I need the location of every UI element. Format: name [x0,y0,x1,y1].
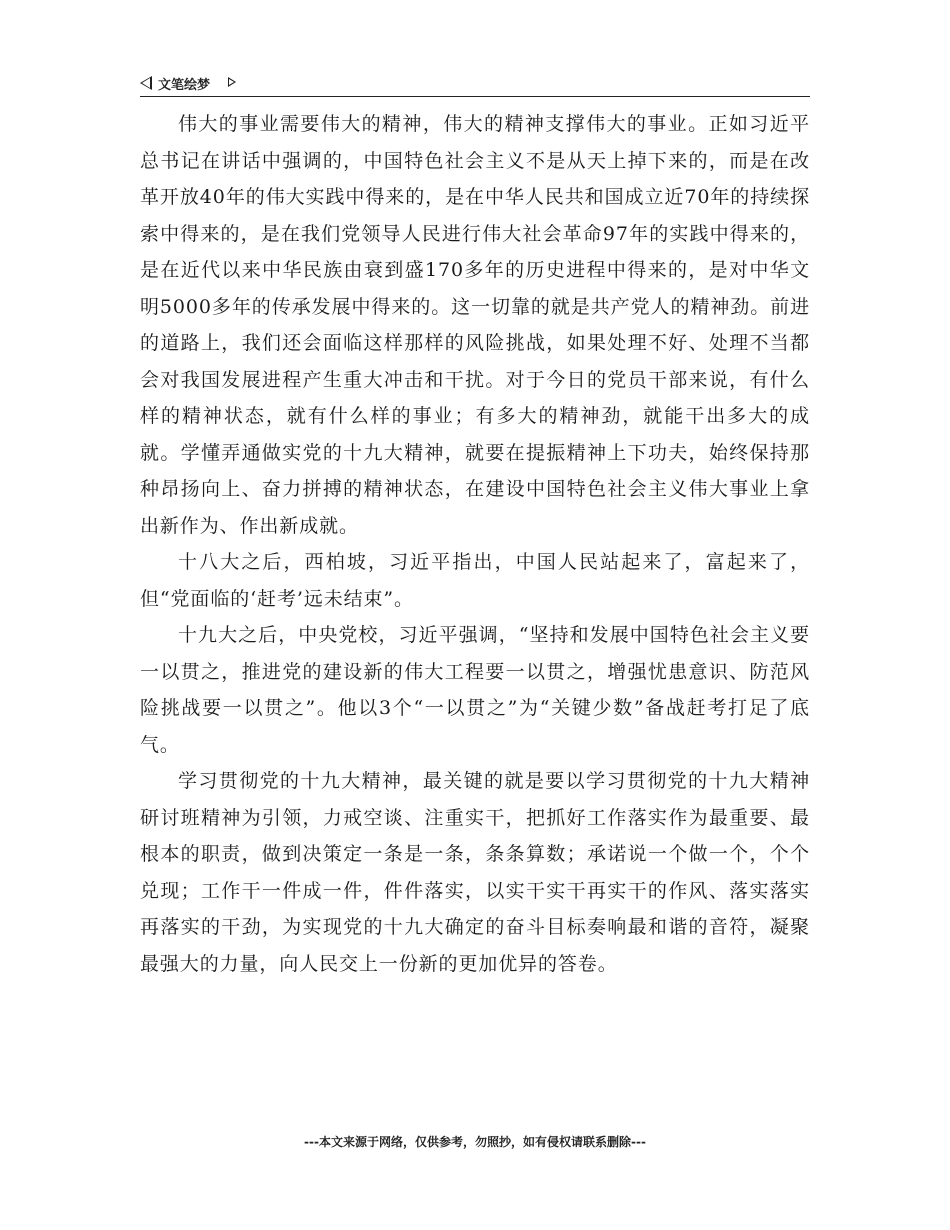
page-header [140,72,810,97]
document-body [140,106,810,982]
paragraph-2: 十八大之后，西柏坡，习近平指出，中国人民站起来了，富起来了，但“党面临的‘赶考’远未结束”。 [140,551,810,610]
paragraph-1: 伟大的事业需要伟大的精神，伟大的精神支撑伟大的事业。正如习近平总书记在讲话中强调的，中国特色社会主义不是从天上掉下来的，而是在改革开放40年的伟大实践中得来的，是在中华人民共和国成立近70年的持续探索中得来的，是在我们党领导人民进行伟大社会革命97年的实践中得来的，是在近代以来中华民族由衰到盛170多年的历史进程中得来的，是对中华文明5000多年的传承发展中得来的。这一切靠的就是共产党人的精神劲。前进的道路上，我们还会面临这样那样的风险挑战，如果处理不好、处理不当都会对我国发展进程产生重大冲击和干扰。对于今日的党员干部来说，有什么样的精神状态，就有什么样的事业；有多大的精神劲，就能干出多大的成就。学懂弄通做实党的十九大精神，就要在提振精神上下功夫，始终保持那种昂扬向上、奋力拼搏的精神状态，在建设中国特色社会主义伟大事业上拿出新作为、作出新成就。 [140,113,810,537]
triangle-right-icon [228,77,236,87]
paragraph-3: 十九大之后，中央党校，习近平强调，“坚持和发展中国特色社会主义要一以贯之，推进党的建设新的伟大工程要一以贯之，增强忧患意识、防范风险挑战要一以贯之”。他以3个“一以贯之”为“关键少数”备战赶考打足了底气。 [140,624,810,756]
header-brand: 文笔绘梦 [158,78,211,93]
paragraph-4: 学习贯彻党的十九大精神，最关键的就是要以学习贯彻党的十九大精神研讨班精神为引领，力戒空谈、注重实干，把抓好工作落实作为最重要、最根本的职责，做到决策定一条是一条，条条算数；承诺说一个做一个，个个兑现；工作干一件成一件，件件落实，以实干实干再实干的作风、落实落实再落实的干劲，为实现党的十九大确定的奋斗目标奏响最和谐的音符，凝聚最强大的力量，向人民交上一份新的更加优异的答卷。 [140,770,810,975]
footer-disclaimer: ---本文来源于网络，仅供参考，勿照抄，如有侵权请联系删除--- [304,1135,646,1149]
triangle-left-icon [140,76,152,90]
